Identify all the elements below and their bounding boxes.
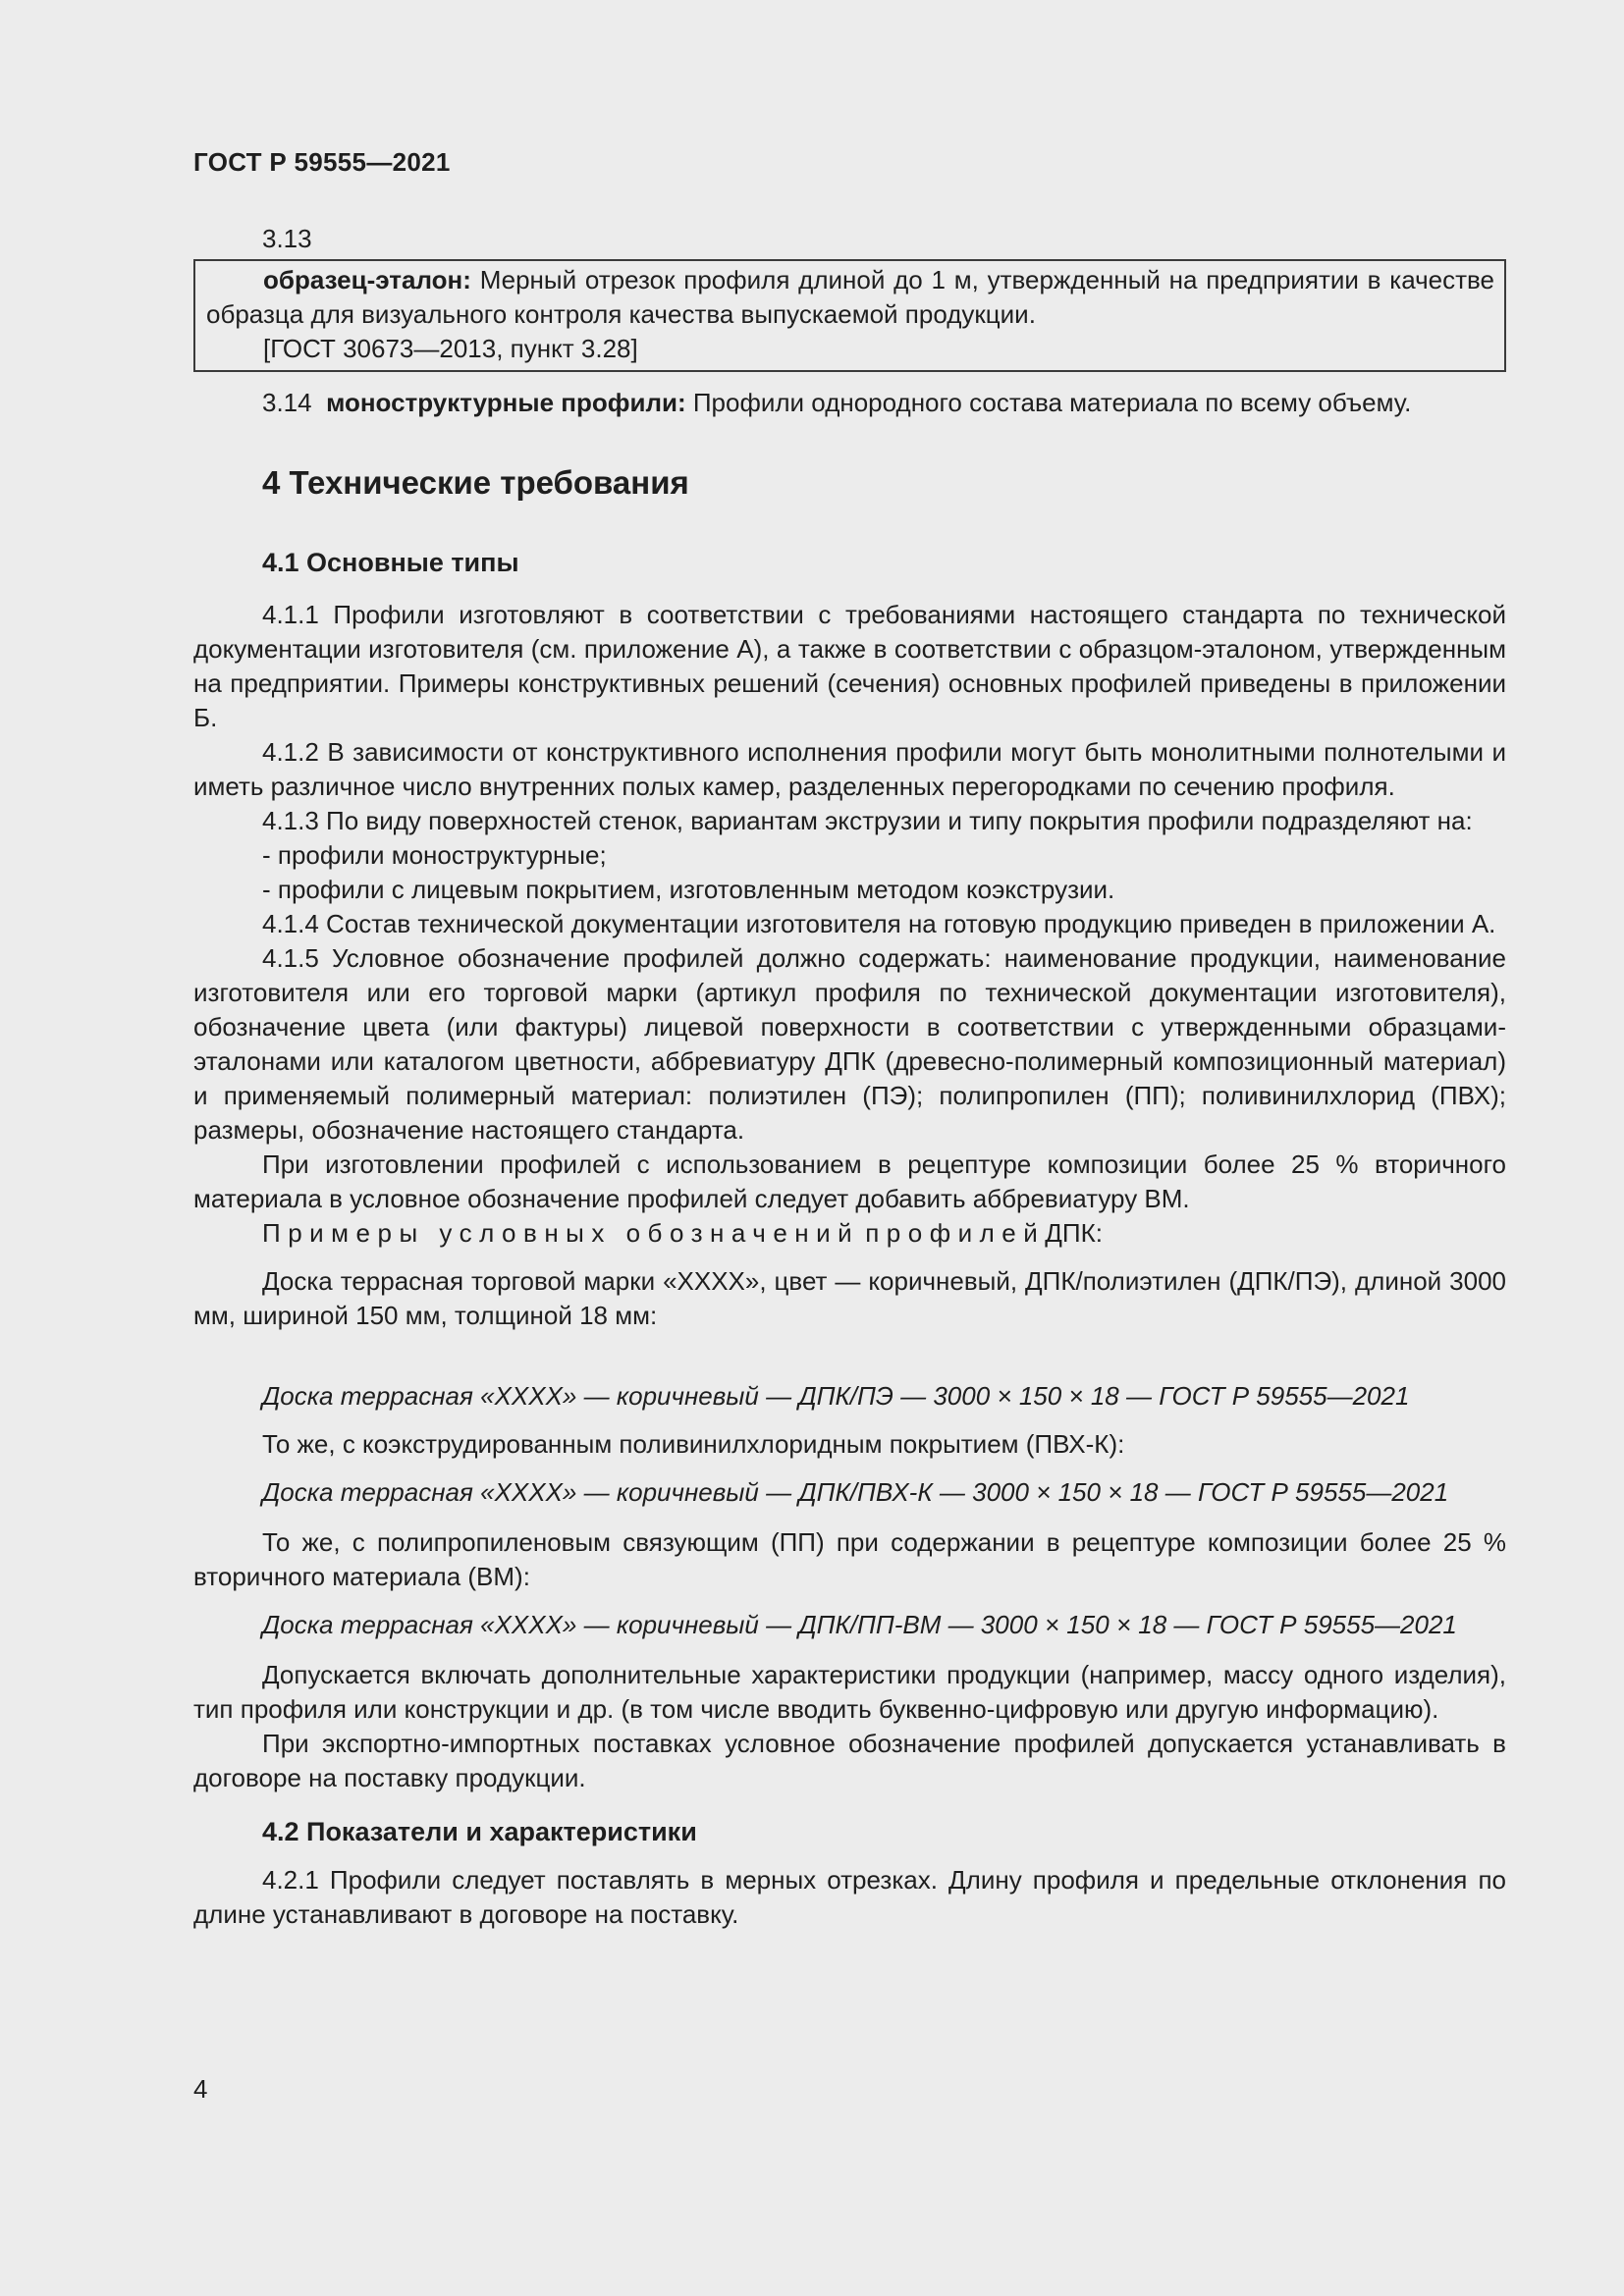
paragraph-4-1-1: 4.1.1 Профили изготовляют в соответствии с требованиями настоящего стандарта по технической документации изготовителя (см. приложение А), а также в соответствии с образцом-эталоном, утвержденным на предприятии. Примеры конструктивных решений (сечения) основных профилей приведены в приложении Б.: [193, 600, 1506, 732]
examples-label-b: профилей: [865, 1218, 1046, 1248]
term-3-13-term: образец-эталон:: [263, 265, 471, 294]
paragraph-secondary-material: При изготовлении профилей с использованием в рецептуре композиции более 25 % вторичного материала в условное обозначение профилей следует добавить аббревиатуру ВМ.: [193, 1149, 1506, 1213]
example-2-designation: Доска террасная «ХХХХ» — коричневый — ДПК/ПВХ-К — 3000 × 150 × 18 — ГОСТ Р 59555—2021: [262, 1477, 1449, 1507]
term-3-13-text: Мерный отрезок профиля длиной до 1 м, утвержденный на предприятии в качестве образца для визуального контроля качества выпускаемой продукции.: [206, 265, 1494, 329]
examples-label-a: Примеры условных обозначений: [262, 1218, 860, 1248]
subsection-4-1-heading: 4.1 Основные типы: [262, 548, 519, 577]
term-3-13-number: 3.13: [262, 224, 312, 253]
paragraph-4-1-3: 4.1.3 По виду поверхностей стенок, вариантам экструзии и типу покрытия профили подразделяют на:: [262, 806, 1473, 835]
paragraph-additional-characteristics: Допускается включать дополнительные характеристики продукции (например, массу одного изделия), тип профиля или конструкции и др. (в том числе вводить буквенно-цифровую или другую информацию).: [193, 1660, 1506, 1724]
paragraph-4-1-4: 4.1.4 Состав технической документации изготовителя на готовую продукцию приведен в приложении А.: [262, 909, 1496, 938]
term-3-14-text: Профили однородного состава материала по всему объему.: [692, 388, 1412, 417]
term-3-14: [193, 386, 1506, 420]
paragraph-export-import: При экспортно-импортных поставках условное обозначение профилей допускается устанавливать в договоре на поставку продукции.: [193, 1729, 1506, 1792]
example-1-designation: Доска террасная «ХХХХ» — коричневый — ДПК/ПЭ — 3000 × 150 × 18 — ГОСТ Р 59555—2021: [262, 1381, 1410, 1411]
example-1-description: Доска террасная торговой марки «ХХХХ», цвет — коричневый, ДПК/полиэтилен (ДПК/ПЭ), длиной 3000 мм, шириной 150 мм, толщиной 18 мм:: [193, 1266, 1506, 1330]
term-3-13-source: [ГОСТ 30673—2013, пункт 3.28]: [263, 334, 638, 363]
term-3-13-box: [193, 259, 1506, 372]
examples-label: [193, 1216, 1506, 1251]
term-3-14-number: 3.14: [262, 388, 312, 417]
document-header: ГОСТ Р 59555—2021: [193, 147, 451, 177]
paragraph-4-1-5: 4.1.5 Условное обозначение профилей должно содержать: наименование продукции, наименование изготовителя или его торговой марки (артикул профиля по технической документации изготовителя), обозначение цвета (или фактуры) лицевой поверхности в соответствии с утвержденными образцами-эталонами или каталогом цветности, аббревиатуру ДПК (древесно-полимерный композиционный материал) и применяемый полимерный материал: полиэтилен (ПЭ); полипропилен (ПП); поливинилхлорид (ПВХ); размеры, обозначение настоящего стандарта.: [193, 943, 1506, 1145]
paragraph-4-1-2: 4.1.2 В зависимости от конструктивного исполнения профили могут быть монолитными полнотелыми и иметь различное число внутренних полых камер, разделенных перегородками по сечению профиля.: [193, 737, 1506, 801]
list-item: - профили с лицевым покрытием, изготовленным методом коэкструзии.: [262, 875, 1115, 904]
paragraph-4-2-1: 4.2.1 Профили следует поставлять в мерных отрезках. Длину профиля и предельные отклонения по длине устанавливают в договоре на поставку.: [193, 1865, 1506, 1929]
example-3-designation: Доска террасная «ХХХХ» — коричневый — ДПК/ПП-ВМ — 3000 × 150 × 18 — ГОСТ Р 59555—2021: [262, 1610, 1457, 1639]
example-3-description: То же, с полипропиленовым связующим (ПП) при содержании в рецептуре композиции более 25 % вторичного материала (ВМ):: [193, 1527, 1506, 1591]
term-3-13-definition: [206, 263, 1494, 332]
subsection-4-2-heading: 4.2 Показатели и характеристики: [262, 1817, 697, 1846]
page-number: 4: [193, 2074, 208, 2104]
example-2-description: То же, с коэкструдированным поливинилхлоридным покрытием (ПВХ-К):: [262, 1429, 1125, 1459]
list-item: - профили моноструктурные;: [262, 840, 607, 870]
page-content: [193, 222, 1506, 1932]
section-4-heading: 4 Технические требования: [262, 464, 689, 501]
examples-label-c: ДПК:: [1045, 1218, 1103, 1248]
term-3-14-term: моноструктурные профили:: [326, 388, 686, 417]
